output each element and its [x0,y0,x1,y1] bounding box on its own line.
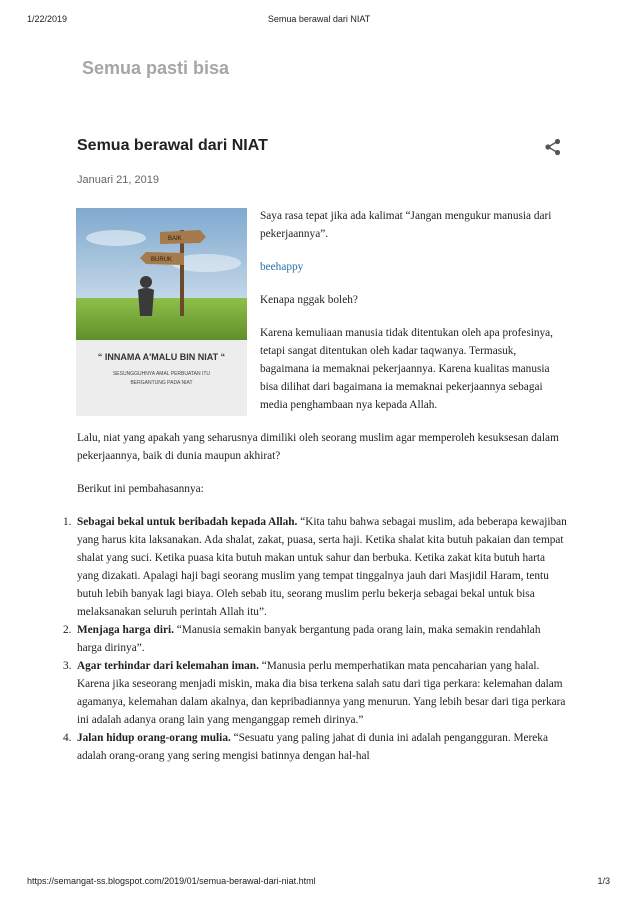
print-date: 1/22/2019 [27,14,68,24]
print-url: https://semangat-ss.blogspot.com/2019/01/semua-berawal-dari-niat.html [27,876,316,886]
blog-title[interactable]: Semua pasti bisa [82,58,230,78]
post-title: Semua berawal dari NIAT [77,137,268,154]
paragraph: Kenapa nggak boleh? [260,294,358,306]
sign-bottom-text: BURUK [151,257,173,263]
sign-top-text: BAIK [168,236,182,242]
page-number: 1/3 [597,876,610,886]
list-item: 2. Menjaga harga diri. “Manusia semakin banyak bergantung pada orang lain, maka semakin rendahlah harga dirinya”. [63,624,541,654]
image-caption: “ INNAMA A'MALU BIN NIAT “ [97,352,226,362]
post-body [63,207,567,765]
paragraph: Lalu, niat yang apakah yang seharusnya dimiliki oleh seorang muslim agar memperoleh kesuksesan dalam pekerjaannya, baik di dunia maupun akhirat? [77,432,559,462]
share-icon[interactable] [544,138,562,156]
image-subcaption-1: SESUNGGUHNYA AMAL PERBUATAN ITU [112,371,211,377]
image-subcaption-2: BERGANTUNG PADA NIAT [130,380,193,386]
reasons-list [63,513,567,765]
list-item: 4. Jalan hidup orang-orang mulia. “Sesuatu yang paling jahat di dunia ini adalah pengangguran. Mereka adalah orang-orang yang sering mengisi batinnya dengan hal-hal [63,732,548,762]
print-title: Semua berawal dari NIAT [267,14,371,24]
paragraph: Karena kemuliaan manusia tidak ditentukan oleh apa profesinya, tetapi sangat ditentukan oleh kadar taqwanya. Termasuk, bagaimana ia memaknai pekerjaannya. Karena kualitas manusia bisa dilihat dari bagaimana ia memaknai pekerjaannya sebagai media penghambaan nya kepada Allah. [260,327,553,411]
list-item: 3. Agar terhindar dari kelemahan iman. “Manusia perlu memperhatikan mata pencaharian yang halal. Karena jika seseorang menjadi miskin, maka dia bisa terkena salah satu dari tiga perkara: kelemahan dalam agamanya, kelemahan dalam akalnya, dan kepribadiannya yang menurun. Yang lebih besar dari tiga perkara ini adalah adanya orang lain yang menganggap remeh dirinya.” [63,660,566,726]
paragraph: Saya rasa tepat jika ada kalimat “Jangan mengukur manusia dari pekerjaannya”. [260,210,552,240]
paragraph: Berikut ini pembahasannya: [77,483,204,495]
list-item: 1. Sebagai bekal untuk beribadah kepada Allah. “Kita tahu bahwa sebagai muslim, ada beberapa kewajiban yang harus kita laksanakan. Ada shalat, zakat, puasa, serta haji. Ketika shalat kita butuh pakaian dan tempat shalat yang suci. Ketika puasa kita butuh makan untuk sahur dan berbuka. Ketika zakat kita butuh harta yang dizakati. Apalagi haji bagi seorang muslim yang tempat tinggalnya jauh dari Masjidil Haram, tentu butuh lebih banyak lagi biaya. Oleh sebab itu, seorang muslim perlu bekerja sebagai bekal untuk bisa melaksanakan seluruh perintah Allah itu”. [63,516,567,618]
beehappy-link[interactable]: beehappy [260,261,304,273]
post-date: Januari 21, 2019 [77,174,159,186]
